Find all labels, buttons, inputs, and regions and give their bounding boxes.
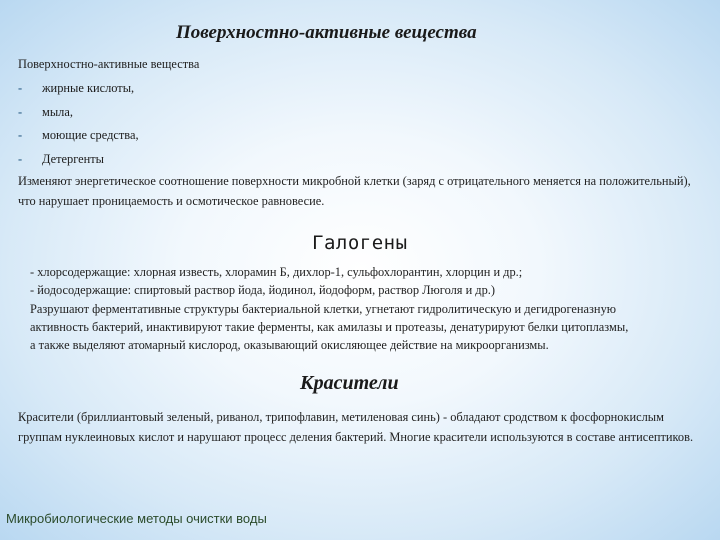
dash-bullet-icon: - bbox=[18, 104, 23, 119]
text-line: активность бактерий, инактивируют такие ферменты, как амилазы и протеазы, денатурируют белки цитоплазмы, bbox=[30, 319, 629, 334]
surfactants-intro: Поверхностно-активные вещества bbox=[18, 57, 200, 71]
list-item bbox=[18, 102, 139, 126]
text-line: а также выделяют атомарный кислород, оказывающий окисляющее действие на микроорганизмы. bbox=[30, 338, 549, 353]
text-line: Разрушают ферментативные структуры бактериальной клетки, угнетают гидролитическую и дегидрогеназную bbox=[30, 301, 617, 316]
list-item-label: Детергенты bbox=[42, 151, 105, 166]
list-item-label: моющие средства, bbox=[42, 128, 139, 142]
text-line: - хлорсодержащие: хлорная известь, хлорамин Б, дихлор-1, сульфохлорантин, хлорцин и др.; bbox=[30, 265, 523, 279]
footer-title: Микробиологические методы очистки воды bbox=[6, 511, 267, 526]
section-title-dyes: Красители bbox=[300, 372, 399, 394]
dyes-description: Красители (бриллиантовый зеленый, риванол, трипофлавин, метиленовая синь) - обладают сродством к фосфорнокислым группам нуклеиновых кислот и нарушают процесс деления бактерий. Многие красители используются в составе антисептиков. bbox=[18, 410, 694, 444]
dash-bullet-icon: - bbox=[18, 128, 23, 142]
section-title-halogens: Галогены bbox=[312, 232, 408, 254]
text-line: - йодосодержащие: спиртовый раствор йода, йодинол, йодоформ, раствор Люголя и др.) bbox=[30, 283, 496, 298]
section-title-surfactants: Поверхностно-активные вещества bbox=[176, 22, 477, 43]
list-item bbox=[18, 78, 139, 102]
surfactants-description: Изменяют энергетическое соотношение поверхности микробной клетки (заряд с отрицательного меняется на положительный), что нарушает проницаемость и осмотическое равновесие. bbox=[18, 174, 691, 208]
list-item-label: жирные кислоты, bbox=[42, 81, 135, 95]
list-item-label: мыла, bbox=[42, 104, 73, 119]
surfactants-list bbox=[18, 78, 139, 172]
dash-bullet-icon: - bbox=[18, 151, 23, 166]
list-item bbox=[18, 149, 139, 173]
dash-bullet-icon: - bbox=[18, 81, 23, 95]
halogens-text bbox=[30, 263, 710, 354]
list-item bbox=[18, 125, 139, 149]
